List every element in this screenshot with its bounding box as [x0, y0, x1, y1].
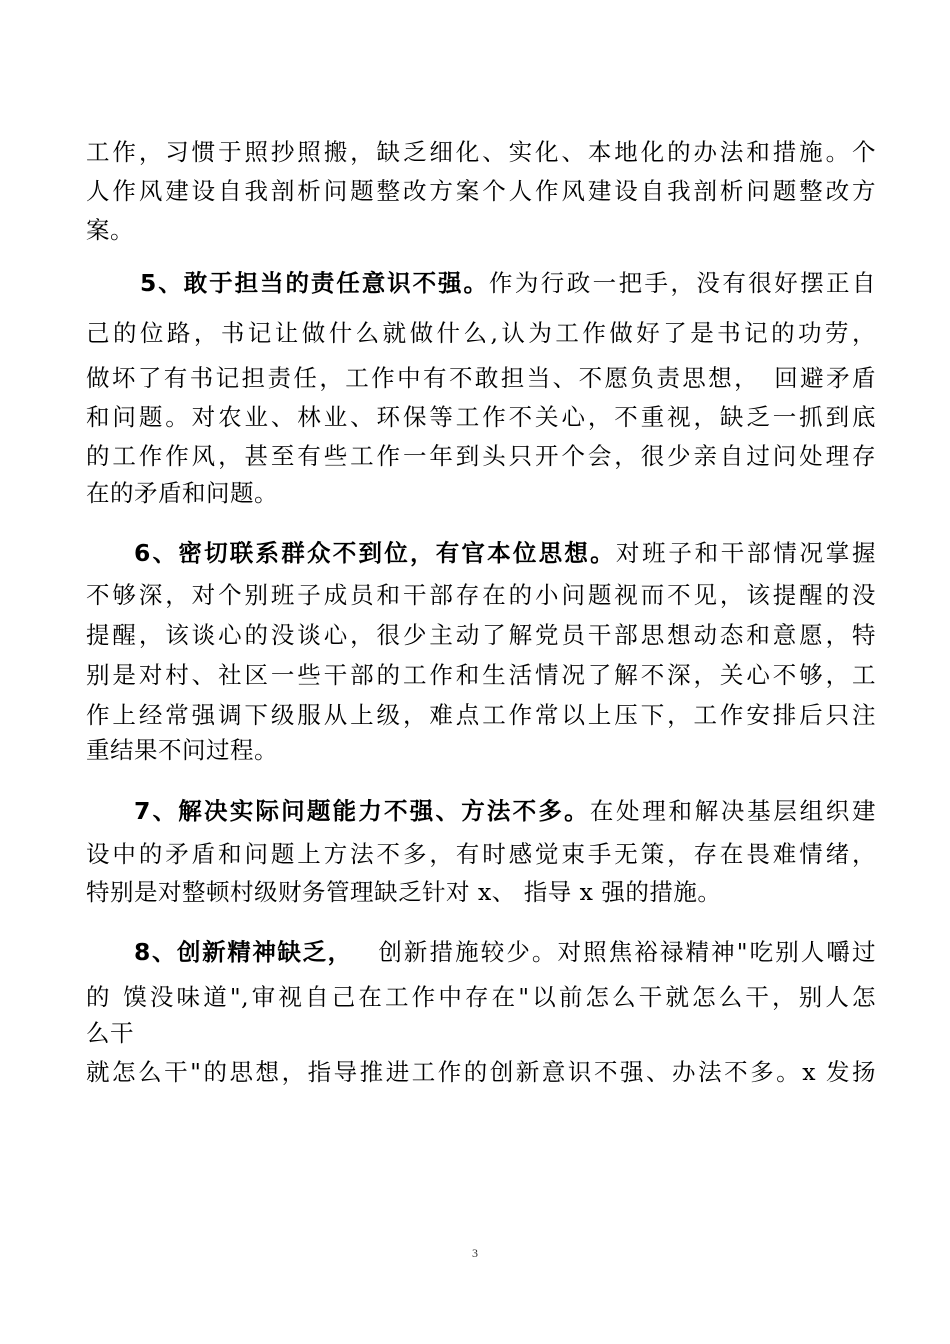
section-5-heading: 5、敢于担当的责任意识不强。: [140, 269, 489, 297]
body-line: 的工作作风，甚至有些工作一年到头只开个会，很少亲自过问处理存: [86, 442, 876, 470]
body-line: 做坏了有书记担责任，工作中有不敢担当、不愿负责思想， 回避矛盾: [86, 364, 876, 392]
body-line: 在的矛盾和问题。: [86, 479, 278, 507]
body-line: 己的位路，书记让做什么就做什么,认为工作做好了是书记的功劳，: [86, 319, 876, 347]
section-7-first-line: [134, 794, 876, 828]
body-line: 和问题。对农业、林业、环保等工作不关心，不重视，缺乏一抓到底: [86, 403, 876, 431]
section-8-heading: 8、创新精神缺乏，: [134, 938, 353, 966]
body-line: 不够深，对个别班子成员和干部存在的小问题视而不见，该提醒的没: [86, 581, 876, 609]
section-5-text: 作为行政一把手，没有很好摆正自: [488, 269, 876, 297]
body-line: 别是对村、社区一些干部的工作和生活情况了解不深，关心不够，工: [86, 661, 876, 689]
section-6-text: 对班子和干部情况掌握: [615, 539, 876, 567]
body-line: 就怎么干"的思想，指导推进工作的创新意识不强、办法不多。x 发扬: [86, 1058, 876, 1086]
body-line: 特别是对整顿村级财务管理缺乏针对 x、 指导 x 强的措施。: [86, 878, 722, 906]
section-5-first-line: [140, 266, 876, 300]
body-line: 作上经常强调下级服从上级，难点工作常以上压下，工作安排后只注: [86, 701, 876, 729]
body-line: 工作，习惯于照抄照搬，缺乏细化、实化、本地化的办法和措施。个: [86, 138, 876, 166]
page-number: 3: [472, 1246, 478, 1260]
body-line: 案。: [86, 216, 134, 244]
body-line: 的 馍没味道",审视自己在工作中存在"以前怎么干就怎么干，别人怎: [86, 983, 876, 1011]
section-7-text: 在处理和解决基层组织建: [589, 797, 877, 825]
section-8-text: 创新措施较少。对照焦裕禄精神"吃别人嚼过: [376, 938, 876, 966]
body-line: 人作风建设自我剖析问题整改方案个人作风建设自我剖析问题整改方: [86, 177, 876, 205]
body-line: 么干: [86, 1019, 134, 1047]
body-line: 提醒，该谈心的没谈心，很少主动了解党员干部思想动态和意愿，特: [86, 621, 876, 649]
section-7-heading: 7、解决实际问题能力不强、方法不多。: [134, 797, 590, 825]
body-line: 重结果不问过程。: [86, 736, 278, 764]
body-line: 设中的矛盾和问题上方法不多，有时感觉束手无策，存在畏难情绪，: [86, 840, 876, 868]
section-6-first-line: [134, 536, 876, 570]
section-6-heading: 6、密切联系群众不到位，有官本位思想。: [134, 539, 616, 567]
section-8-first-line: [134, 935, 876, 969]
